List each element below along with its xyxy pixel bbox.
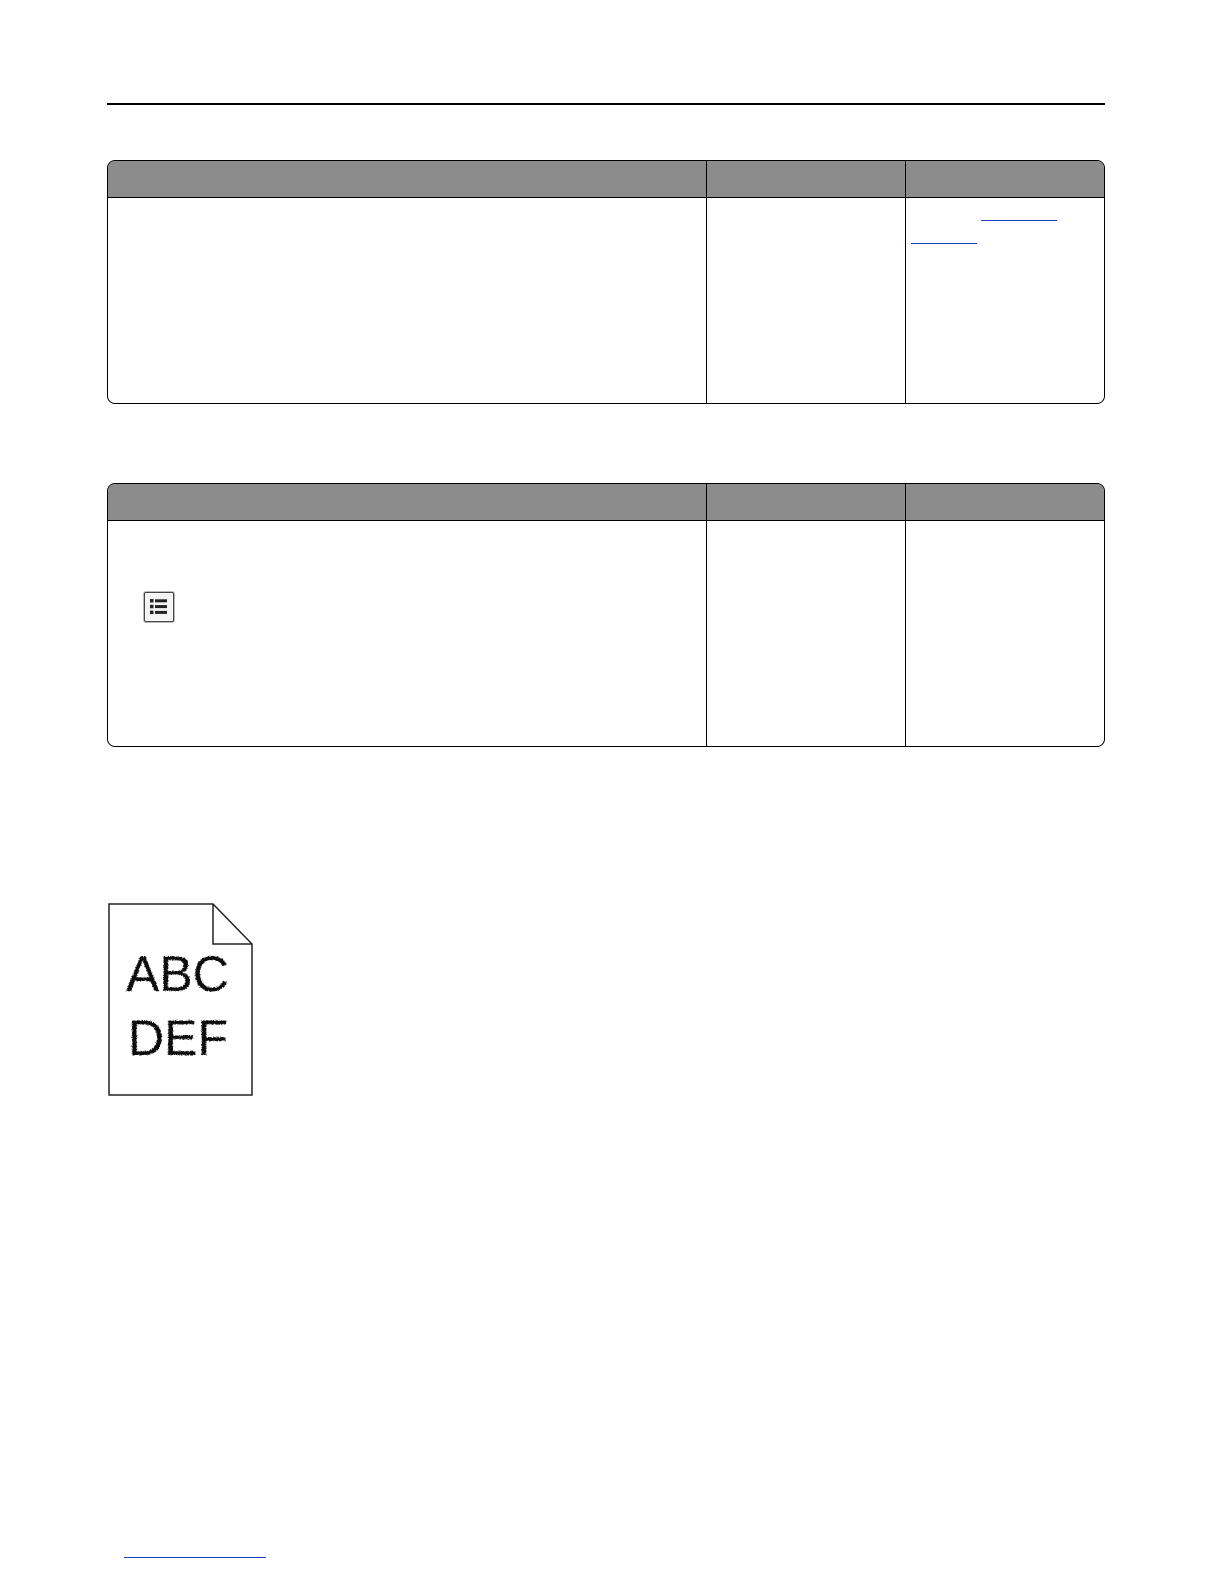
menu-list-icon bbox=[144, 592, 174, 622]
document-page-icon bbox=[108, 903, 254, 1097]
footer-link[interactable] bbox=[124, 1557, 266, 1558]
column-separator bbox=[905, 161, 906, 403]
troubleshooting-table-2 bbox=[107, 483, 1105, 747]
contact-support-link-continued[interactable] bbox=[911, 229, 977, 244]
contact-support-link[interactable] bbox=[981, 206, 1057, 221]
table-header-row bbox=[108, 161, 1104, 198]
header-rule bbox=[107, 103, 1105, 105]
column-separator bbox=[706, 161, 707, 403]
column-separator bbox=[905, 484, 906, 746]
table-header-row bbox=[108, 484, 1104, 521]
sample-text-line-2: DEF bbox=[128, 1010, 228, 1066]
sample-text-line-1: ABC bbox=[126, 946, 229, 1002]
column-separator bbox=[706, 484, 707, 746]
troubleshooting-table-1 bbox=[107, 160, 1105, 404]
